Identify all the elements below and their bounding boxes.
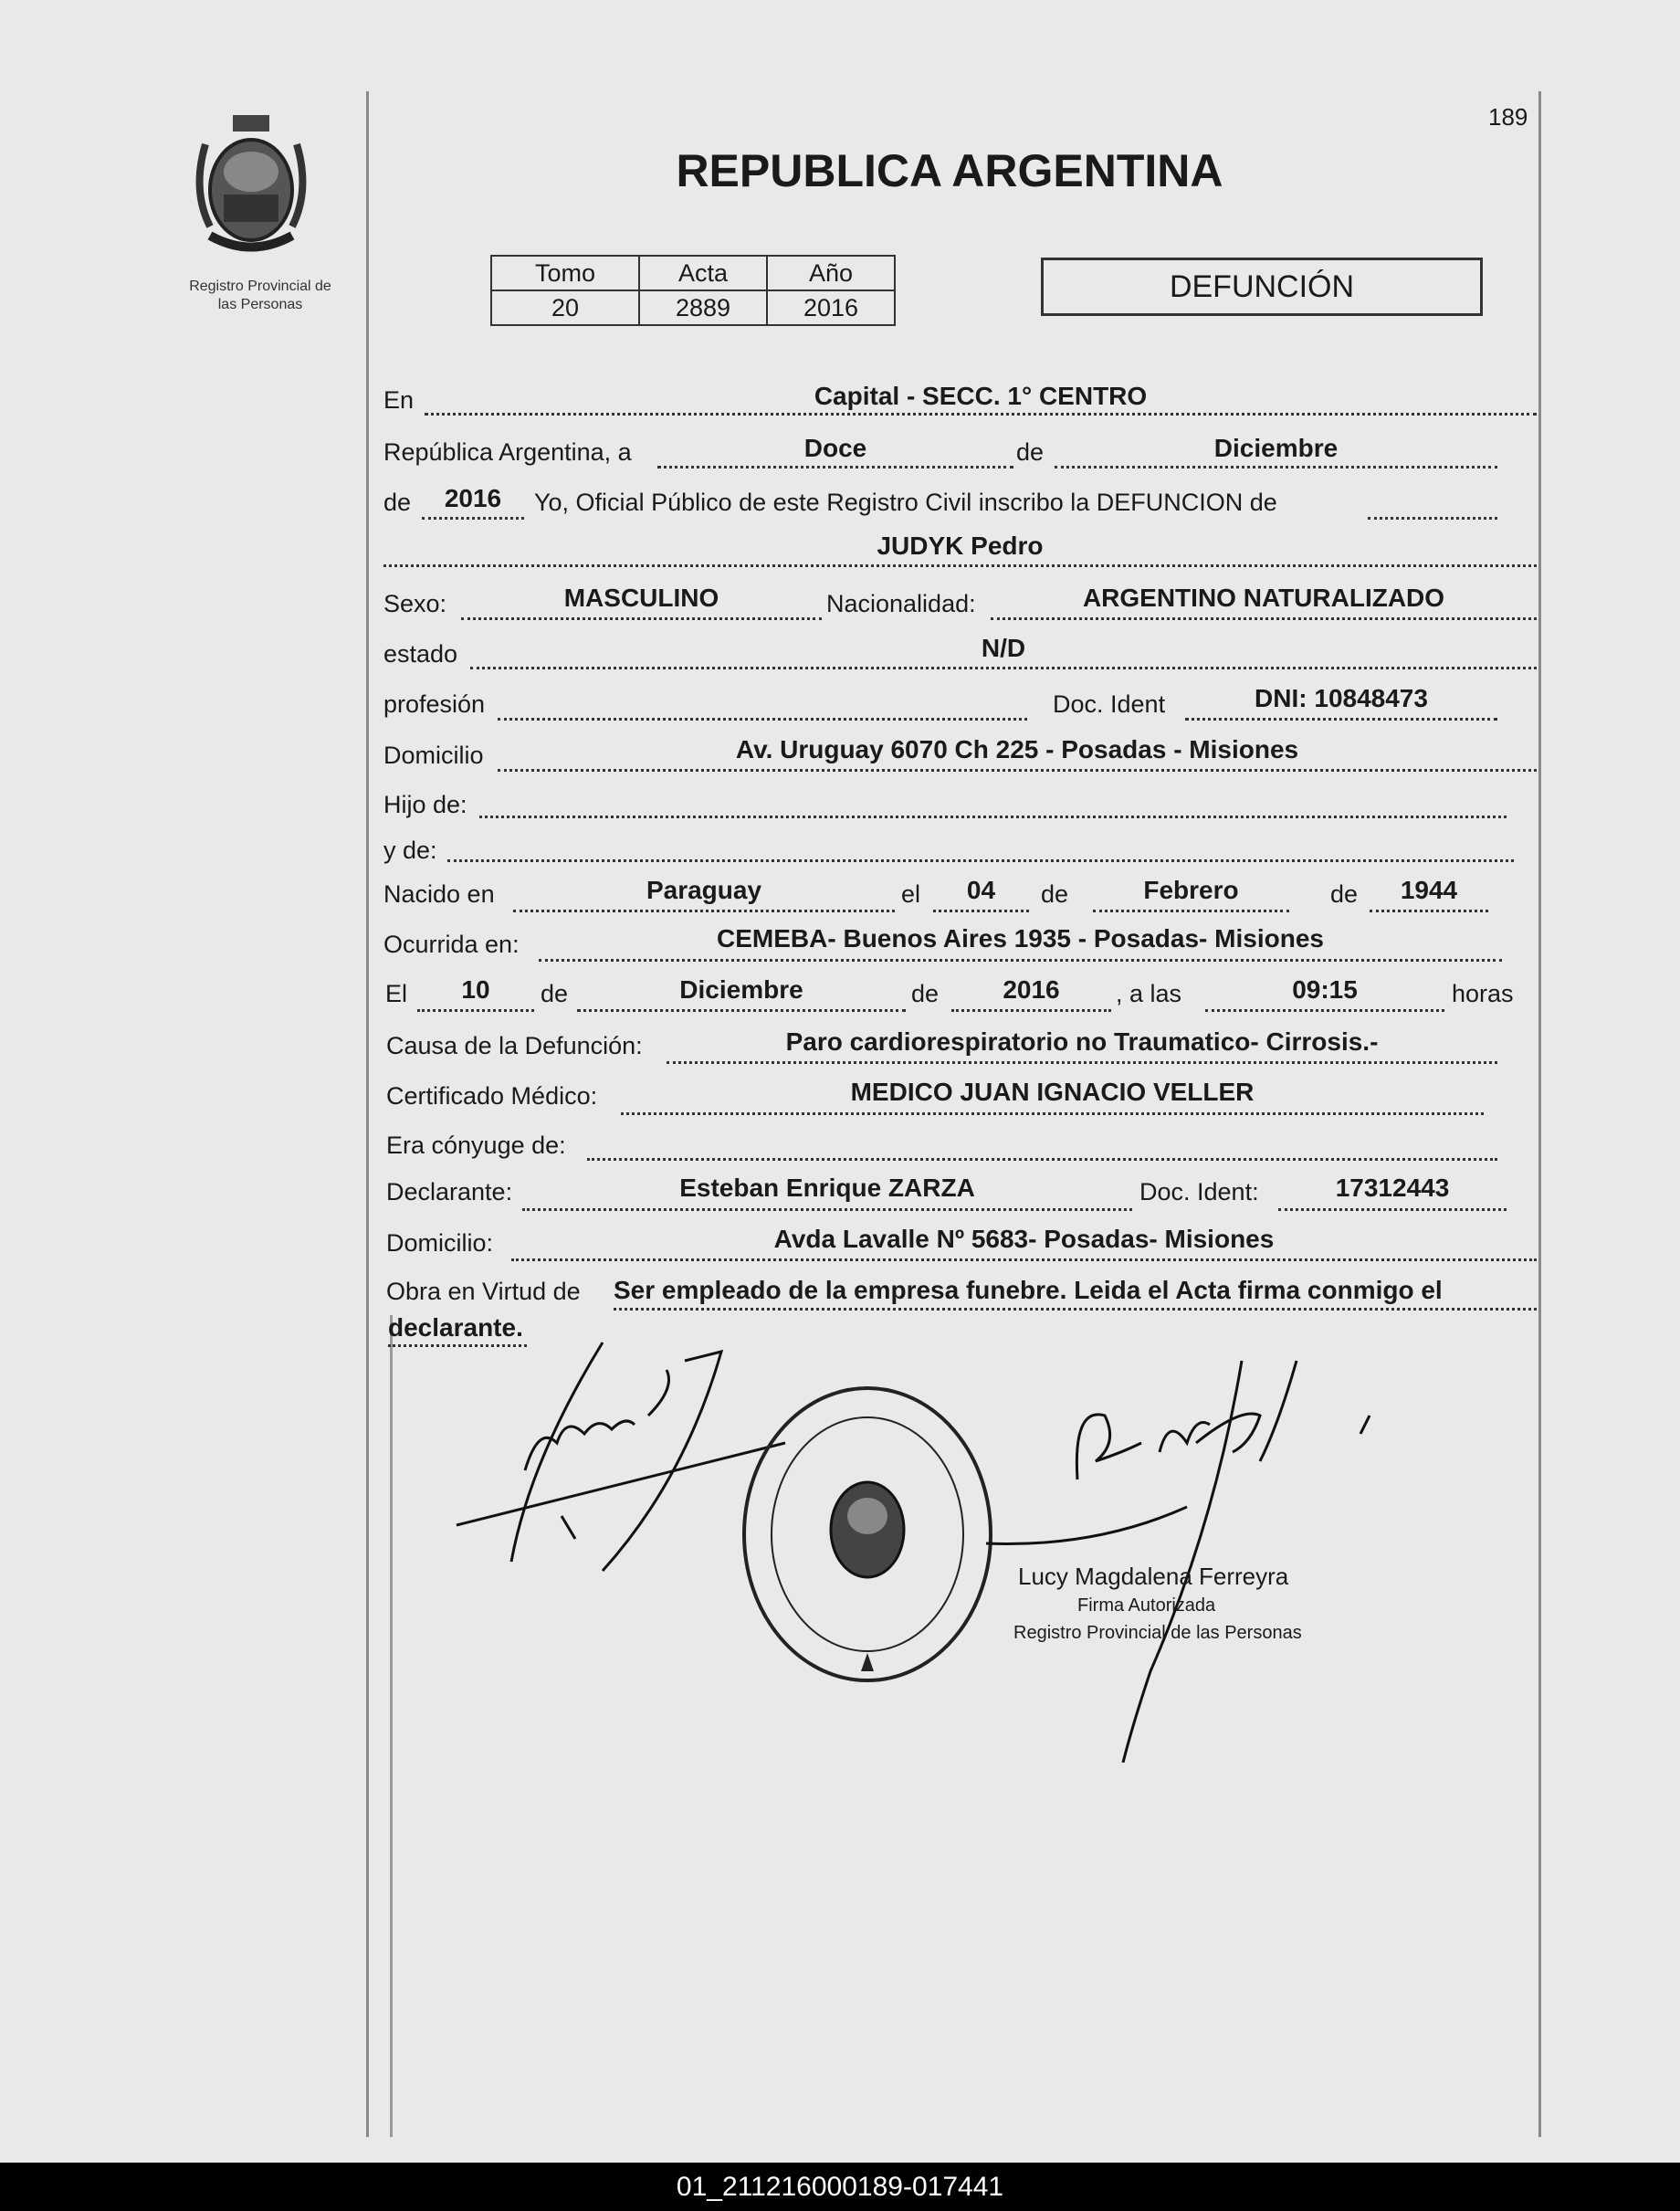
a-las-label: , a las bbox=[1116, 980, 1182, 1007]
right-margin-rule bbox=[1538, 91, 1541, 2137]
table-value-tomo: 20 bbox=[491, 290, 639, 325]
death-year-line bbox=[951, 1009, 1111, 1012]
de-label-5: de bbox=[541, 980, 569, 1007]
month-line bbox=[1055, 466, 1497, 469]
causa-line bbox=[667, 1061, 1497, 1064]
obra-label: Obra en Virtud de bbox=[386, 1278, 581, 1305]
obra-line1-rule bbox=[614, 1308, 1537, 1311]
year-value: 2016 bbox=[444, 484, 502, 512]
el-label: el bbox=[901, 880, 921, 908]
doc-ident2-label: Doc. Ident: bbox=[1139, 1178, 1259, 1206]
nacido-label: Nacido en bbox=[383, 880, 495, 908]
birth-year-line bbox=[1370, 910, 1488, 912]
death-time-value: 09:15 bbox=[1292, 975, 1358, 1004]
page-title: REPUBLICA ARGENTINA bbox=[676, 145, 1223, 196]
y-de-line bbox=[447, 859, 1514, 862]
sexo-value: MASCULINO bbox=[563, 584, 719, 612]
doc-ident2-line bbox=[1278, 1208, 1507, 1211]
profesion-label: profesión bbox=[383, 690, 486, 718]
year-line bbox=[422, 517, 524, 520]
conyuge-line bbox=[587, 1158, 1497, 1161]
certificado-line bbox=[621, 1112, 1484, 1115]
domicilio-value: Av. Uruguay 6070 Ch 225 - Posadas - Misiones bbox=[735, 735, 1299, 763]
nacido-en-line bbox=[513, 910, 895, 912]
birth-day-value: 04 bbox=[966, 876, 996, 904]
table-header-tomo: Tomo bbox=[491, 256, 639, 290]
day-words-line bbox=[657, 466, 1013, 469]
deceased-name: JUDYK Pedro bbox=[877, 532, 1044, 560]
y-de-label: y de: bbox=[383, 837, 437, 864]
birth-month-line bbox=[1093, 910, 1289, 912]
nacionalidad-label: Nacionalidad: bbox=[826, 590, 976, 617]
domicilio-line bbox=[498, 769, 1537, 772]
declarante-line bbox=[522, 1208, 1132, 1211]
de-label-6: de bbox=[911, 980, 940, 1007]
doc-ident2-value: 17312443 bbox=[1335, 1174, 1450, 1202]
ocurrida-label: Ocurrida en: bbox=[383, 931, 520, 958]
hijo-line bbox=[479, 816, 1507, 818]
footer-filename: 01_211216000189-017441 bbox=[0, 2163, 1680, 2211]
domicilio2-value: Avda Lavalle Nº 5683- Posadas- Misiones bbox=[773, 1225, 1275, 1253]
birth-month-value: Febrero bbox=[1143, 876, 1239, 904]
official-org: Registro Provincial de las Personas bbox=[1013, 1623, 1302, 1643]
declarante-label: Declarante: bbox=[386, 1178, 513, 1206]
page-number: 189 bbox=[1488, 103, 1528, 131]
table-header-ano: Año bbox=[767, 256, 895, 290]
causa-label: Causa de la Defunción: bbox=[386, 1032, 643, 1059]
conyuge-label: Era cónyuge de: bbox=[386, 1132, 566, 1159]
obra-line1: Ser empleado de la empresa funebre. Leida el Acta firma conmigo el bbox=[614, 1276, 1443, 1304]
republica-label: República Argentina, a bbox=[383, 438, 632, 466]
horas-label: horas bbox=[1452, 980, 1514, 1007]
domicilio2-line bbox=[511, 1258, 1537, 1261]
death-day-line bbox=[417, 1009, 534, 1012]
official-name: Lucy Magdalena Ferreyra bbox=[1018, 1563, 1289, 1590]
sexo-label: Sexo: bbox=[383, 590, 447, 617]
coat-of-arms-icon bbox=[183, 108, 320, 263]
official-role: Firma Autorizada bbox=[1077, 1595, 1216, 1616]
causa-value: Paro cardiorespiratorio no Traumatico- Cirrosis.- bbox=[785, 1027, 1379, 1056]
death-year-value: 2016 bbox=[1003, 975, 1060, 1004]
place-line bbox=[425, 413, 1537, 416]
ocurrida-line bbox=[539, 959, 1502, 962]
doc-ident-line bbox=[1185, 718, 1497, 721]
ocurrida-value: CEMEBA- Buenos Aires 1935 - Posadas- Misiones bbox=[717, 924, 1324, 953]
death-time-line bbox=[1205, 1009, 1444, 1012]
nacionalidad-value: ARGENTINO NATURALIZADO bbox=[1082, 584, 1445, 612]
certificado-label: Certificado Médico: bbox=[386, 1082, 598, 1110]
el2-label: El bbox=[385, 980, 408, 1007]
table-value-ano: 2016 bbox=[767, 290, 895, 325]
domicilio2-label: Domicilio: bbox=[386, 1229, 494, 1257]
reference-table bbox=[490, 255, 896, 326]
profesion-line bbox=[498, 718, 1027, 721]
left-margin-rule-lower bbox=[390, 1315, 393, 2137]
table-header-acta: Acta bbox=[639, 256, 767, 290]
de-label-3: de bbox=[1041, 880, 1069, 908]
de-label-1: de bbox=[1016, 438, 1045, 466]
obra-line2: declarante. bbox=[388, 1313, 523, 1342]
inscribe-line bbox=[1368, 517, 1497, 520]
coat-of-arms-seal bbox=[183, 108, 320, 263]
birth-year-value: 1944 bbox=[1400, 876, 1458, 904]
death-month-line bbox=[577, 1009, 906, 1012]
death-day-value: 10 bbox=[461, 975, 490, 1004]
declarante-value: Esteban Enrique ZARZA bbox=[679, 1174, 975, 1202]
nacionalidad-line bbox=[991, 617, 1537, 620]
hijo-label: Hijo de: bbox=[383, 791, 467, 818]
estado-label: estado bbox=[383, 640, 458, 668]
de-label-4: de bbox=[1330, 880, 1359, 908]
official-signature bbox=[986, 1342, 1424, 1763]
death-month-value: Diciembre bbox=[679, 975, 803, 1004]
de-label-2: de bbox=[383, 489, 412, 516]
certificado-value: MEDICO JUAN IGNACIO VELLER bbox=[850, 1078, 1255, 1106]
en-label: En bbox=[383, 386, 415, 414]
left-margin-rule bbox=[366, 91, 369, 2137]
birth-day-line bbox=[933, 910, 1029, 912]
seal-caption-line1: Registro Provincial de bbox=[189, 279, 331, 294]
nacido-en-value: Paraguay bbox=[646, 876, 762, 904]
deceased-name-line bbox=[383, 564, 1537, 567]
inscribe-text: Yo, Oficial Público de este Registro Civil inscribo la DEFUNCION de bbox=[534, 489, 1277, 516]
month-value: Diciembre bbox=[1213, 434, 1339, 462]
estado-line bbox=[470, 667, 1537, 669]
day-words-value: Doce bbox=[803, 434, 867, 462]
table-value-acta: 2889 bbox=[639, 290, 767, 325]
domicilio-label: Domicilio bbox=[383, 742, 484, 769]
place-value: Capital - SECC. 1° CENTRO bbox=[814, 382, 1148, 410]
doc-ident-label: Doc. Ident bbox=[1053, 690, 1166, 718]
estado-value: N/D bbox=[981, 634, 1026, 662]
doc-ident-value: DNI: 10848473 bbox=[1255, 684, 1428, 712]
sexo-line bbox=[461, 617, 822, 620]
record-type-box: DEFUNCIÓN bbox=[1041, 258, 1483, 316]
seal-caption-line2: las Personas bbox=[217, 297, 303, 312]
